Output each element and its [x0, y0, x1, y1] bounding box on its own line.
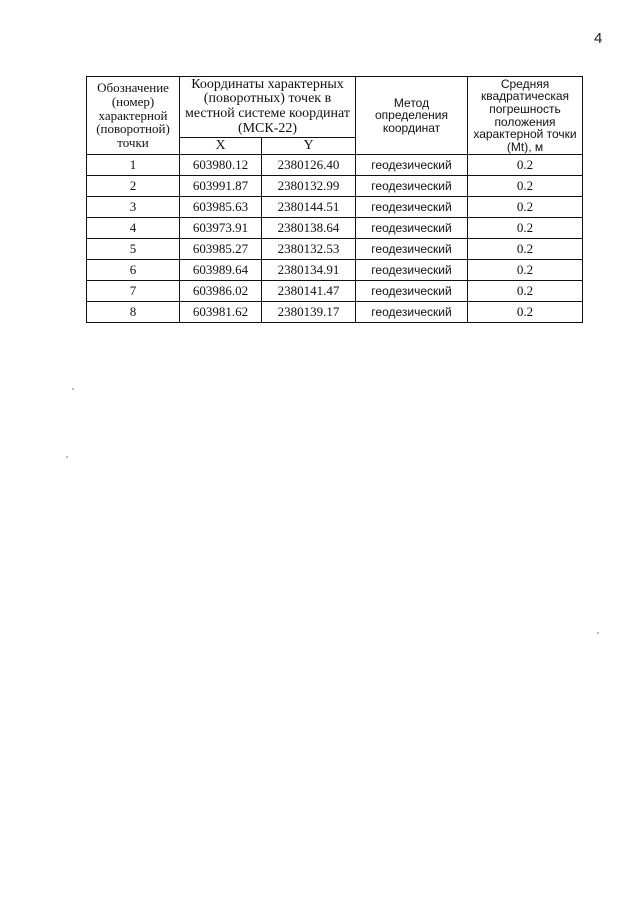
table-row — [87, 218, 583, 239]
table-row — [87, 281, 583, 302]
coord-x: 603985.27 — [180, 239, 262, 260]
header-mean-square-error: Средняя квадратическая погрешность положения характерной точки (Mt), м — [468, 77, 583, 155]
header-y: Y — [262, 138, 356, 155]
coord-y: 2380141.47 — [262, 281, 356, 302]
method: геодезический — [356, 176, 468, 197]
coord-y: 2380134.91 — [262, 260, 356, 281]
point-number: 8 — [87, 302, 180, 323]
point-number: 2 — [87, 176, 180, 197]
point-number: 5 — [87, 239, 180, 260]
table-row — [87, 302, 583, 323]
coord-y: 2380132.99 — [262, 176, 356, 197]
coordinates-table — [86, 76, 583, 323]
coord-x: 603985.63 — [180, 197, 262, 218]
method: геодезический — [356, 155, 468, 176]
mean-square-error: 0.2 — [468, 302, 583, 323]
method: геодезический — [356, 260, 468, 281]
coord-x: 603980.12 — [180, 155, 262, 176]
mean-square-error: 0.2 — [468, 260, 583, 281]
method: геодезический — [356, 197, 468, 218]
mean-square-error: 0.2 — [468, 197, 583, 218]
scan-speck — [597, 632, 599, 634]
coord-y: 2380139.17 — [262, 302, 356, 323]
mean-square-error: 0.2 — [468, 155, 583, 176]
header-coordinates: Координаты характерных (поворотных) точек в местной системе координат (МСК-22) — [180, 77, 356, 138]
point-number: 7 — [87, 281, 180, 302]
header-point-designation: Обозначение (номер) характерной (поворотной) точки — [87, 77, 180, 155]
scan-speck — [72, 388, 74, 390]
table-row — [87, 260, 583, 281]
scan-speck — [66, 456, 68, 458]
point-number: 1 — [87, 155, 180, 176]
point-number: 6 — [87, 260, 180, 281]
table-row — [87, 239, 583, 260]
coord-y: 2380138.64 — [262, 218, 356, 239]
mean-square-error: 0.2 — [468, 176, 583, 197]
method: геодезический — [356, 218, 468, 239]
coord-x: 603991.87 — [180, 176, 262, 197]
coord-x: 603981.62 — [180, 302, 262, 323]
coord-x: 603973.91 — [180, 218, 262, 239]
coord-x: 603989.64 — [180, 260, 262, 281]
mean-square-error: 0.2 — [468, 239, 583, 260]
header-x: X — [180, 138, 262, 155]
method: геодезический — [356, 239, 468, 260]
point-number: 4 — [87, 218, 180, 239]
method: геодезический — [356, 302, 468, 323]
table-row — [87, 155, 583, 176]
coord-y: 2380144.51 — [262, 197, 356, 218]
table-row — [87, 197, 583, 218]
mean-square-error: 0.2 — [468, 281, 583, 302]
page-number: 4 — [594, 30, 603, 47]
table-row — [87, 176, 583, 197]
header-method: Метод определения координат — [356, 77, 468, 155]
method: геодезический — [356, 281, 468, 302]
point-number: 3 — [87, 197, 180, 218]
coord-y: 2380132.53 — [262, 239, 356, 260]
coord-y: 2380126.40 — [262, 155, 356, 176]
coord-x: 603986.02 — [180, 281, 262, 302]
mean-square-error: 0.2 — [468, 218, 583, 239]
